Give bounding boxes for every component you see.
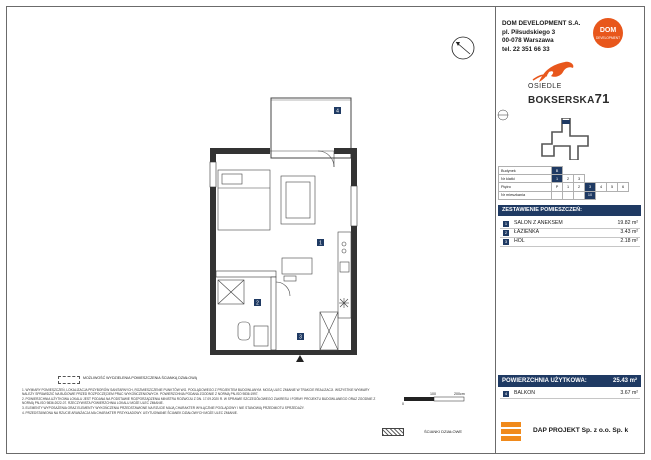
dining-table (282, 258, 312, 281)
partition-walls (216, 271, 276, 350)
row-staircase: Nr klatki 1 2 3 (499, 175, 629, 183)
developer-name: DOM DEVELOPMENT S.A. (502, 20, 581, 27)
bath-door (276, 282, 290, 296)
estate-name: BOKSERSKA (528, 95, 595, 106)
row-building: Budynek B (499, 167, 629, 175)
usable-area-label: POWIERZCHNIA UŻYTKOWA: (502, 378, 587, 384)
balcony-row: 4 BALKON 3.67 m² (500, 389, 640, 399)
note: 3. ELEMENTY WYPOSAŻENIA ORAZ ELEMENTY WYKOŃCZENIA PRZEDSTAWIONE NA RZUCIE MAJĄ CHARAKTER WYŁĄCZNIE POGLĄDOWY I NIE STANOWIĄ PRZEDMIOTU SPRZEDAŻY. (22, 405, 305, 410)
partition-wall-swatch (382, 428, 404, 436)
developer-phone: tel. 22 351 66 33 (502, 45, 550, 53)
notes-block (22, 388, 378, 415)
partition-wall-legend: ŚCIANKI DZIAŁOWE (424, 429, 463, 434)
dap-logo-icon (501, 422, 521, 442)
small-compass-icon (496, 108, 510, 122)
usable-area-total (498, 375, 641, 387)
room-label-4: 4 (336, 108, 339, 115)
developer-city: 00-078 Warszawa (502, 37, 554, 45)
wardrobe (320, 312, 338, 350)
room-row: 3 HOL 2.18 m² (500, 237, 640, 247)
dom-logo-sub: DEVELOPMENT (595, 36, 621, 40)
scale-label-end: 200cm (454, 392, 465, 396)
entrance-arrow (296, 355, 304, 362)
room-row: 1 SALON Z ANEKSEM 19.82 m² (500, 219, 640, 229)
estate-prefix: OSIEDLE (528, 83, 562, 90)
boxer-horse-icon (525, 58, 585, 86)
armchair (281, 176, 315, 224)
row-apartment: Nr mieszkania 10 (499, 191, 629, 199)
room-label-2: 2 (256, 300, 259, 307)
bathroom-fixtures (218, 280, 268, 346)
note: 4. PRZEDSTAWIONA NA RZUCIE ARANŻACJA MA CHARAKTER PRZYKŁADOWY. USYTUOWANIE ŚCIANEK DZIAŁOWYCH MOŻE ULEC ZMIANIE. (22, 410, 238, 415)
compass-icon (452, 37, 474, 59)
room-row: 2 ŁAZIENKA 3.43 m² (500, 228, 640, 238)
possible-wall-swatch (58, 376, 80, 384)
usable-area-value: 25.43 m² (612, 378, 637, 384)
dom-logo (593, 18, 623, 48)
kitchen-counter (338, 232, 351, 318)
row-floor: Piętro P 1 2 3 4 5 6 (499, 183, 629, 191)
note: 2. POWIERZCHNIA UŻYTKOWA LOKALU JEST PODANA NA PODSTAWIE ROZPORZĄDZENIA MINISTRA ROZWOJU Z DN. 17.09.2020 R. W SPRAWIE SZCZEGÓŁOWEGO ZAKRESU I FORMY PROJEKTU BUDOWLANEGO ORAZ ZGODNIE Z NORMĄ PN-ISO 9836:2022-07. RZECZYWISTA POWIERZCHNIA LOKALU MOŻE ULEC ZMIANIE. (22, 396, 376, 406)
balcony-door (270, 151, 334, 167)
estate-title (528, 91, 610, 106)
dom-logo-text: DOM (599, 27, 617, 34)
scale-label-zero: 0 (402, 402, 404, 406)
scale-bar (404, 397, 464, 401)
room-label-3: 3 (299, 334, 302, 341)
location-table (498, 166, 629, 200)
possible-wall-legend: MOŻLIWOŚĆ WYDZIELENIA POMIESZCZENIA ŚCIANKĄ DZIAŁOWĄ (83, 376, 198, 380)
architect-name: DAP PROJEKT Sp. z o.o. Sp. k (533, 427, 629, 434)
building-key-plan (540, 118, 590, 160)
rooms-header: ZESTAWIENIE POMIESZCZEŃ: (498, 205, 641, 216)
outer-walls (210, 148, 357, 355)
developer-street: pl. Piłsudskiego 3 (502, 28, 556, 36)
room-label-1: 1 (319, 240, 322, 247)
developer-info (502, 20, 580, 54)
bed (218, 170, 270, 230)
note: 1. WYMIARY POMIESZCZEŃ, LOKALIZACJA PRZYBORÓW SANITARNYCH, ROZMIESZCZENIE PUNKTÓW WG. POGLĄDOWEGO Z PROJEKTEM BUDOWLANYM. MOGĄ ULEC ZMIANIE W TRAKCIE REALIZACJI. WSZYSTKIE WYMIARY NALEŻY SPRAWDZIĆ NA BUDOWIE PRZED ROZPOCZĘCIEM PRAC WYKOŃCZENIOWYCH. POWIERZCHNIA PODANA ZGODNIE Z NORMĄ PN-ISO 9836:1997. (22, 388, 370, 397)
scale-label-mid: 100 (430, 392, 436, 396)
estate-number: 71 (594, 91, 610, 106)
